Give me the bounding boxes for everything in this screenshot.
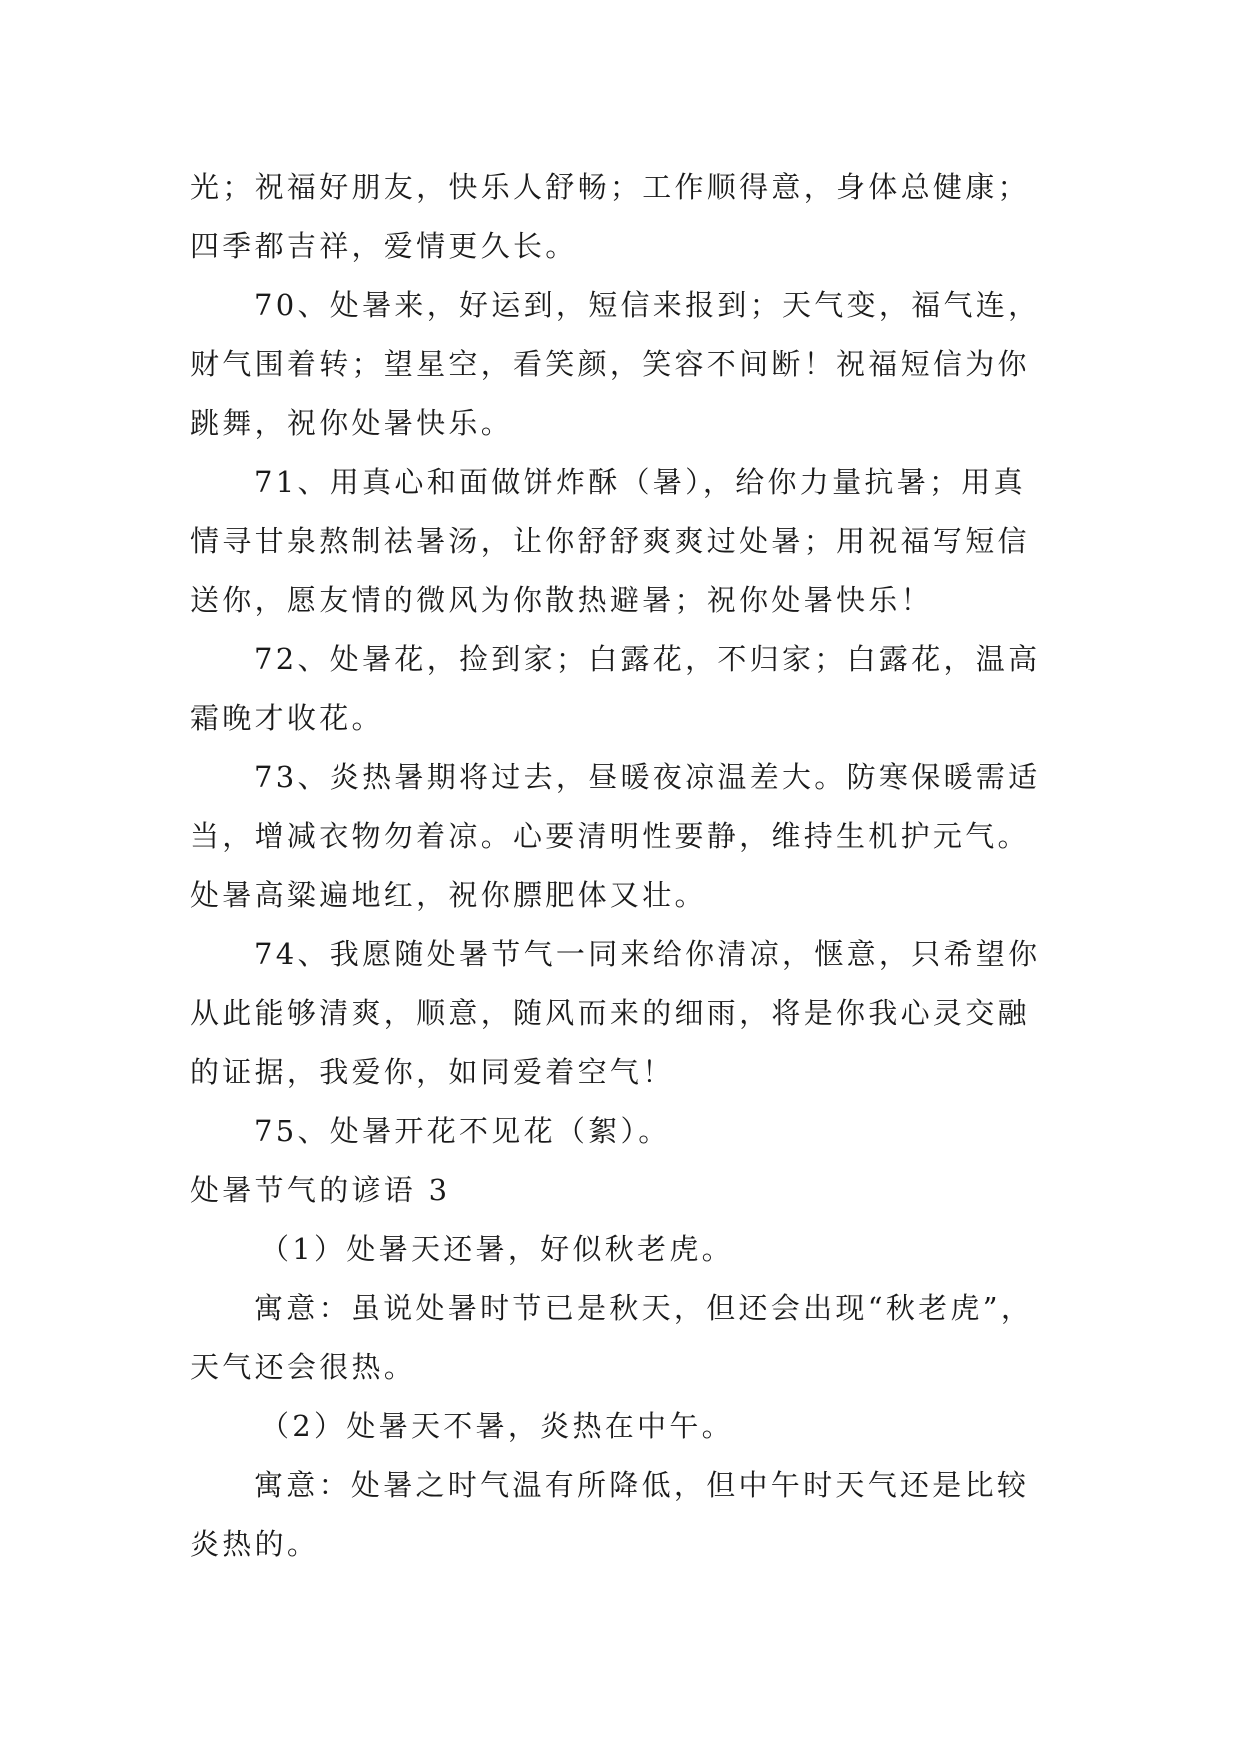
list-item-70-line: 70、处暑来，好运到，短信来报到；天气变，福气连，	[254, 288, 1041, 322]
proverb-1: （1）处暑天还暑，好似秋老虎。	[260, 1232, 734, 1266]
list-item-72-line: 72、处暑花，捡到家；白露花，不归家；白露花，温高	[254, 642, 1041, 676]
meaning-1-line: 寓意：虽说处暑时节已是秋天，但还会出现“秋老虎”，	[254, 1291, 1034, 1325]
text-line: 四季都吉祥，爱情更久长。	[190, 229, 578, 263]
list-item-71-line: 71、用真心和面做饼炸酥（暑），给你力量抗暑；用真	[254, 465, 1026, 499]
list-item-73-line: 73、炎热暑期将过去，昼暖夜凉温差大。防寒保暖需适	[254, 760, 1041, 794]
text-line: 从此能够清爽，顺意，随风而来的细雨，将是你我心灵交融	[190, 996, 1030, 1030]
section-heading: 处暑节气的谚语 3	[190, 1173, 451, 1207]
text-line: 霜晚才收花。	[190, 701, 384, 735]
text-line: 当，增减衣物勿着凉。心要清明性要静，维持生机护元气。	[190, 819, 1030, 853]
text-line: 情寻甘泉熬制祛暑汤，让你舒舒爽爽过处暑；用祝福写短信	[190, 524, 1030, 558]
text-line: 天气还会很热。	[190, 1350, 417, 1384]
proverb-2: （2）处暑天不暑，炎热在中午。	[260, 1409, 734, 1443]
text-line: 处暑高粱遍地红，祝你膘肥体又壮。	[190, 878, 707, 912]
document-body	[190, 158, 1070, 1574]
meaning-2-line: 寓意：处暑之时气温有所降低，但中午时天气还是比较	[254, 1468, 1030, 1502]
text-line: 的证据，我爱你，如同爱着空气！	[190, 1055, 675, 1089]
text-line: 送你，愿友情的微风为你散热避暑；祝你处暑快乐！	[190, 583, 933, 617]
list-item-74-line: 74、我愿随处暑节气一同来给你清凉，惬意，只希望你	[254, 937, 1041, 971]
list-item-75-line: 75、处暑开花不见花（絮）。	[254, 1114, 671, 1148]
text-line: 财气围着转；望星空，看笑颜，笑容不间断！祝福短信为你	[190, 347, 1030, 381]
text-line: 光；祝福好朋友，快乐人舒畅；工作顺得意，身体总健康；	[190, 170, 1030, 204]
text-line: 炎热的。	[190, 1527, 320, 1561]
text-line: 跳舞，祝你处暑快乐。	[190, 406, 514, 440]
